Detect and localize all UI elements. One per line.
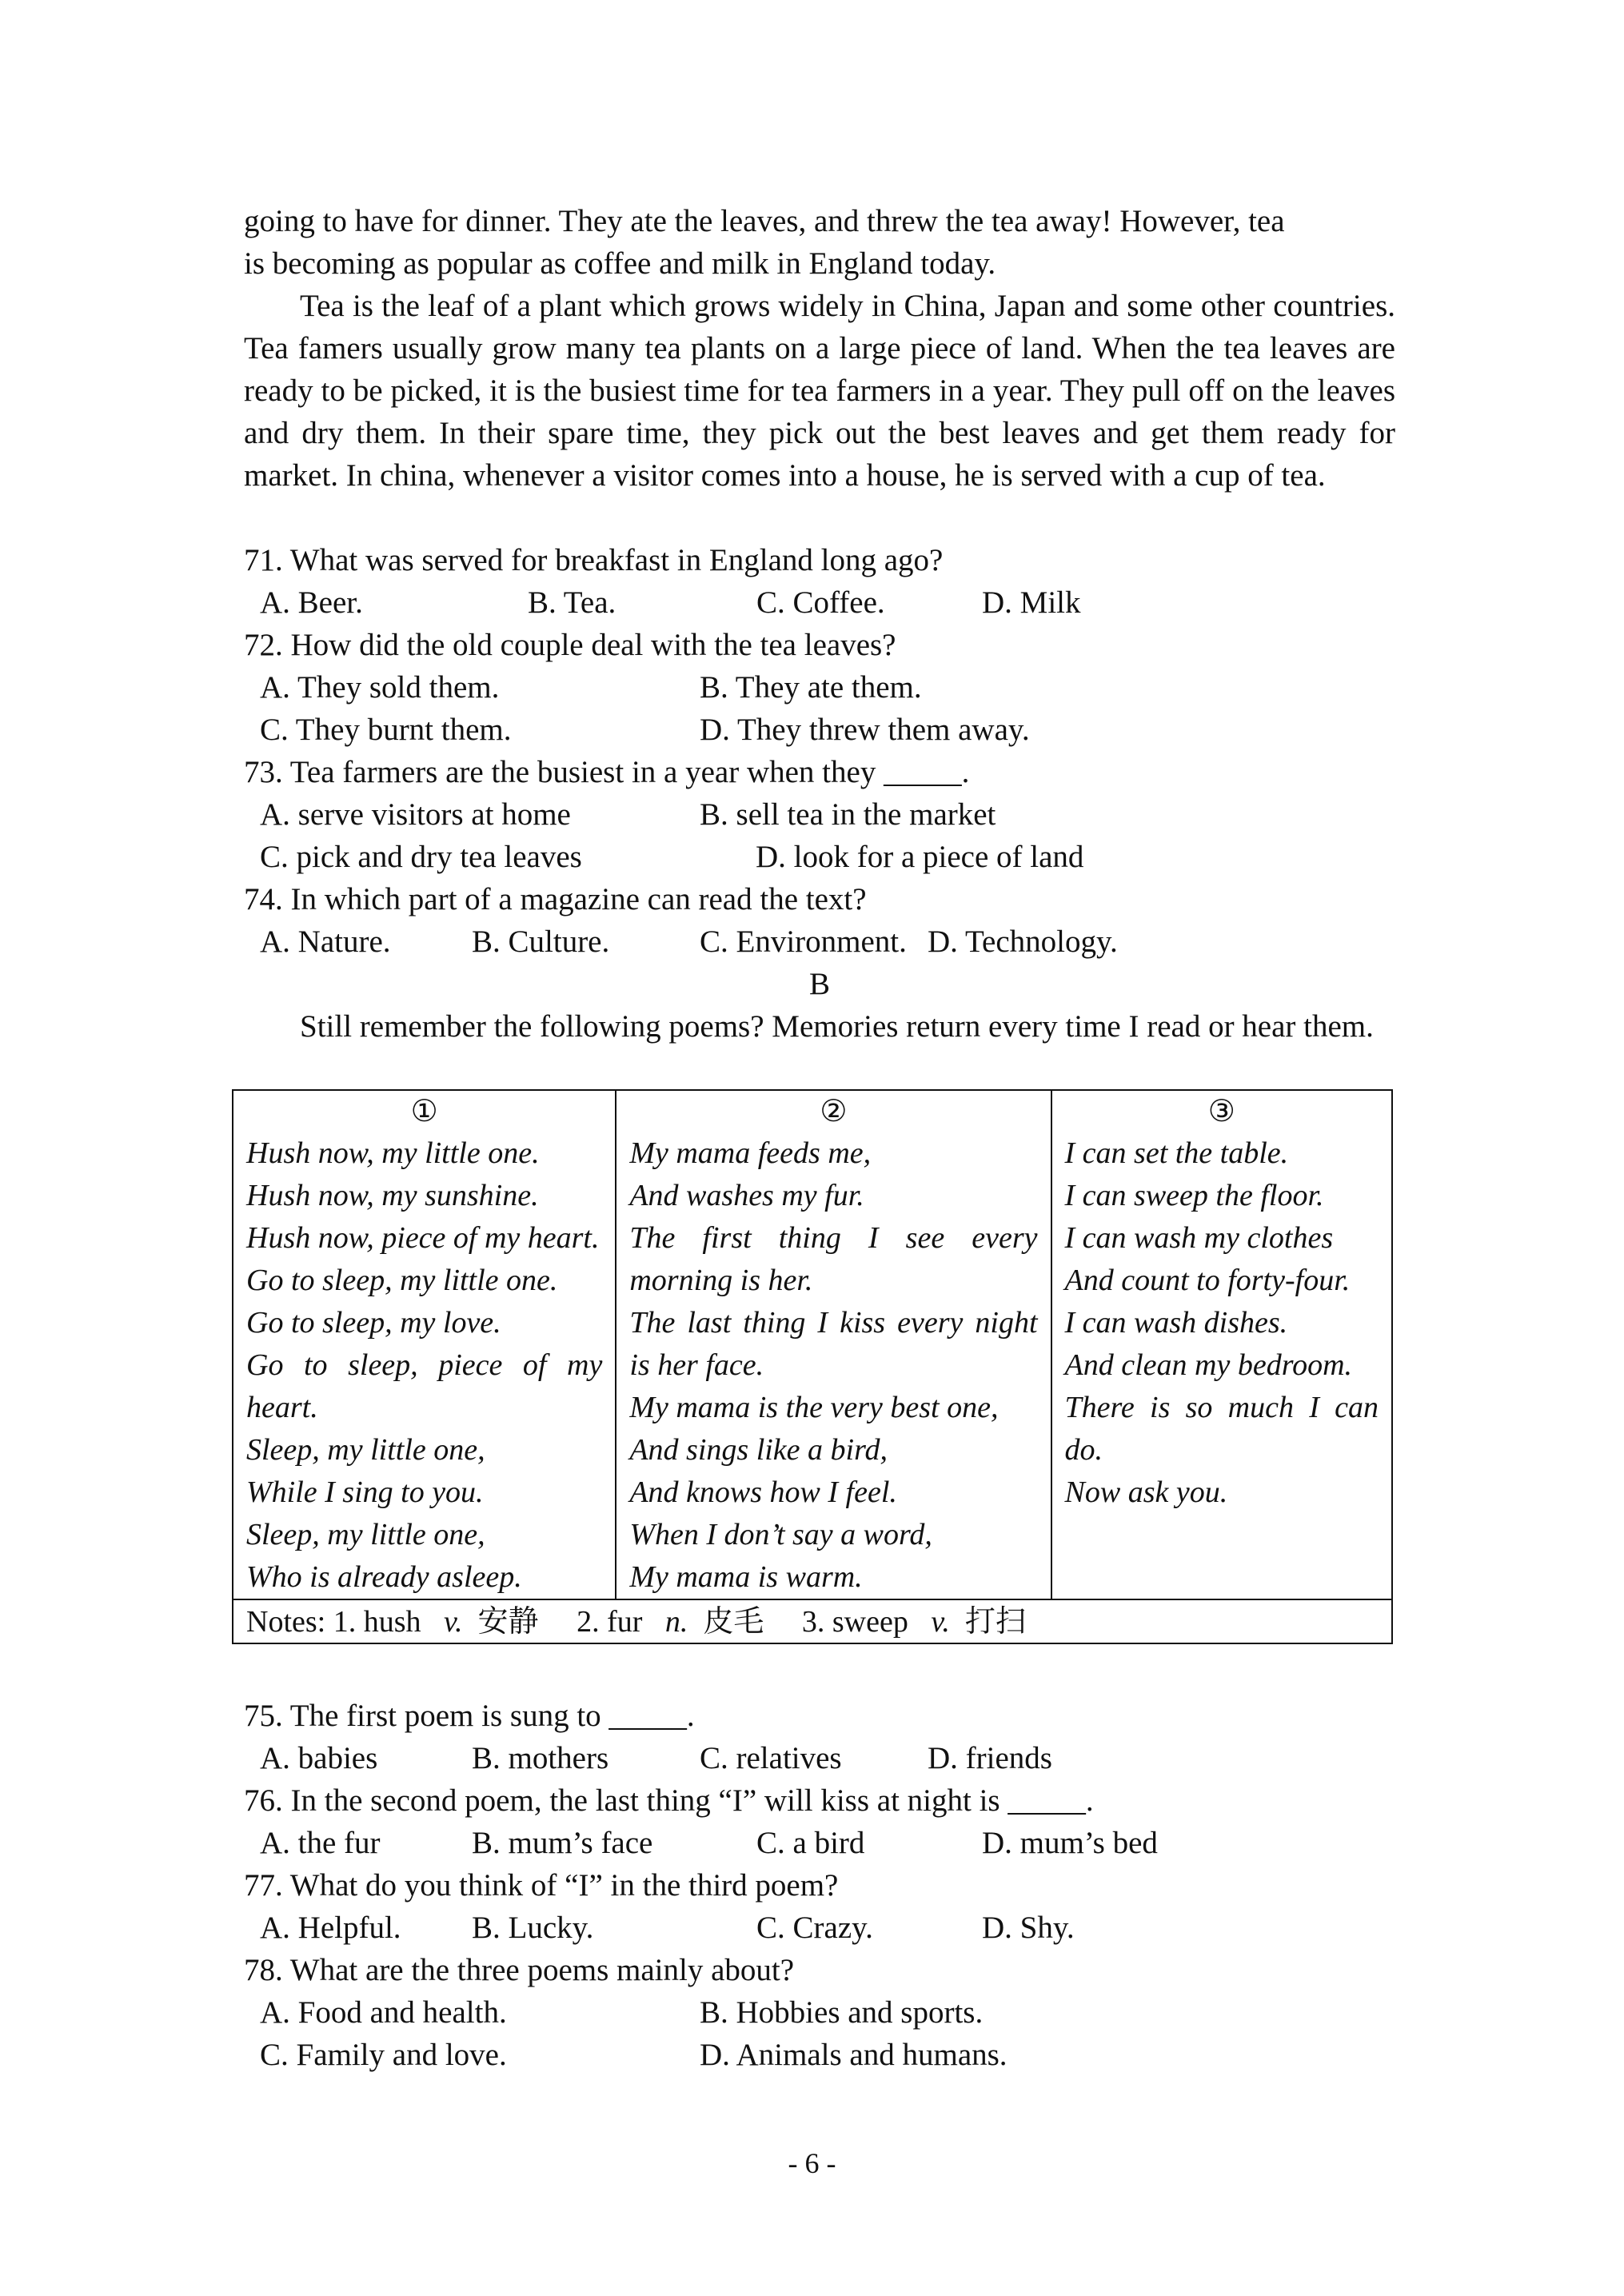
notes-pos-2: n.	[664, 1605, 688, 1639]
notes-row	[233, 1599, 1392, 1643]
question-71: 71. What was served for breakfast in England long ago?	[244, 543, 944, 577]
q75-option-b: B. mothers	[472, 1741, 609, 1775]
notes-meaning-2: 皮毛	[703, 1603, 764, 1639]
q73-option-a: A. serve visitors at home	[260, 797, 571, 832]
passage-a-para1-line2: is becoming as popular as coffee and milk in England today.	[244, 246, 996, 281]
question-78: 78. What are the three poems mainly about?	[244, 1953, 795, 1987]
notes-cell	[233, 1599, 1392, 1643]
question-76: 76. In the second poem, the last thing “I” will kiss at night is _____.	[244, 1783, 1094, 1818]
poem-3-cell	[1051, 1090, 1392, 1599]
poem-3-line: I can wash dishes.	[1064, 1306, 1288, 1340]
q74-option-b: B. Culture.	[472, 924, 610, 959]
poem-2-line: The last thing I kiss every night is her face.	[629, 1306, 1038, 1382]
section-b-intro: Still remember the following poems? Memories return every time I read or hear them.	[300, 1009, 1374, 1044]
q71-option-a: A. Beer.	[260, 585, 363, 620]
poem-2-line: When I don’t say a word,	[629, 1518, 932, 1551]
q78-option-c: C. Family and love.	[260, 2038, 507, 2072]
poem-1-line: Go to sleep, my love.	[246, 1306, 501, 1340]
q76-option-b: B. mum’s face	[472, 1826, 653, 1860]
question-75: 75. The first poem is sung to _____.	[244, 1699, 695, 1733]
notes-pos-3: v.	[931, 1605, 950, 1639]
notes-prefix: Notes: 1. hush	[246, 1605, 421, 1639]
poem-3-line: I can wash my clothes	[1064, 1221, 1334, 1255]
poem-1-line: Sleep, my little one,	[246, 1518, 485, 1551]
q74-option-a: A. Nature.	[260, 924, 391, 959]
q72-option-a: A. They sold them.	[260, 670, 500, 705]
poem-1-line: Hush now, my little one.	[246, 1136, 540, 1170]
poem-3-number: ③	[1207, 1095, 1235, 1128]
section-b-label: B	[808, 967, 830, 1001]
q74-option-c: C. Environment.	[700, 924, 907, 959]
poem-2-cell	[616, 1090, 1051, 1599]
poem-3-line: And clean my bedroom.	[1064, 1348, 1353, 1382]
question-73: 73. Tea farmers are the busiest in a year when they _____.	[244, 755, 970, 789]
notes-pos-1: v.	[444, 1605, 463, 1639]
poem-1-line: Who is already asleep.	[246, 1560, 522, 1594]
poem-1-line: Go to sleep, piece of my heart.	[246, 1348, 603, 1424]
q71-option-b: B. Tea.	[528, 585, 616, 620]
notes-item-2: 2. fur	[577, 1605, 643, 1639]
poem-1-number: ①	[410, 1095, 438, 1128]
poem-2-line: My mama is warm.	[629, 1560, 863, 1594]
q75-option-d: D. friends	[928, 1741, 1052, 1775]
q77-option-c: C. Crazy.	[756, 1911, 873, 1945]
q72-option-c: C. They burnt them.	[260, 713, 512, 747]
q78-option-d: D. Animals and humans.	[700, 2038, 1008, 2072]
passage-a-para2: Tea is the leaf of a plant which grows widely in China, Japan and some other countries. Tea famers usually grow many tea plants on a large piece of land. When the tea leaves are ready to be picked, it is the busiest time for tea farmers in a year. They pull off on the leaves and dry them. In their spare time, they pick out the best leaves and get them ready for market. In china, whenever a visitor comes into a house, he is served with a cup of tea.	[244, 289, 1395, 493]
poems-table	[232, 1089, 1393, 1644]
q78-option-b: B. Hobbies and sports.	[700, 1995, 984, 2030]
page-number: - 6 -	[788, 2147, 836, 2179]
poem-2-number: ②	[820, 1095, 848, 1128]
q74-option-d: D. Technology.	[928, 924, 1118, 959]
poem-2-line: My mama is the very best one,	[629, 1391, 999, 1424]
poem-2-line: And sings like a bird,	[629, 1433, 888, 1467]
poems-row	[233, 1090, 1392, 1599]
poem-3-line: I can set the table.	[1064, 1136, 1289, 1170]
poem-3-line: Now ask you.	[1064, 1475, 1228, 1509]
poem-1-line: Go to sleep, my little one.	[246, 1264, 558, 1297]
passage-a-para1-line1: going to have for dinner. They ate the leaves, and threw the tea away! However, tea	[244, 204, 1285, 238]
q77-option-b: B. Lucky.	[472, 1911, 594, 1945]
poem-2-line: And knows how I feel.	[629, 1475, 897, 1509]
q78-option-a: A. Food and health.	[260, 1995, 507, 2030]
q71-option-c: C. Coffee.	[756, 585, 885, 620]
passage-a-para1	[244, 200, 1395, 285]
question-72: 72. How did the old couple deal with the tea leaves?	[244, 628, 896, 662]
poem-3-line: And count to forty-four.	[1064, 1264, 1351, 1297]
poem-2-line: And washes my fur.	[629, 1179, 864, 1212]
q73-option-c: C. pick and dry tea leaves	[260, 840, 582, 874]
q76-option-d: D. mum’s bed	[982, 1826, 1158, 1860]
q75-option-c: C. relatives	[700, 1741, 842, 1775]
poem-1-cell	[233, 1090, 616, 1599]
q71-option-d: D. Milk	[982, 585, 1081, 620]
q73-option-d: D. look for a piece of land	[756, 840, 1084, 874]
poem-2-line: My mama feeds me,	[629, 1136, 872, 1170]
poem-1-line: Sleep, my little one,	[246, 1433, 485, 1467]
notes-meaning-3: 打扫	[964, 1603, 1026, 1639]
poem-1-line: While I sing to you.	[246, 1475, 484, 1509]
notes-meaning-1: 安静	[477, 1603, 539, 1639]
q77-option-a: A. Helpful.	[260, 1911, 401, 1945]
question-77: 77. What do you think of “I” in the third poem?	[244, 1868, 839, 1903]
q75-option-a: A. babies	[260, 1741, 378, 1775]
poem-1-line: Hush now, piece of my heart.	[246, 1221, 600, 1255]
poem-3-line: There is so much I can do.	[1064, 1391, 1379, 1467]
notes-item-3: 3. sweep	[801, 1605, 908, 1639]
question-74: 74. In which part of a magazine can read the text?	[244, 882, 867, 916]
q72-option-b: B. They ate them.	[700, 670, 922, 705]
q76-option-c: C. a bird	[756, 1826, 865, 1860]
q72-option-d: D. They threw them away.	[700, 713, 1030, 747]
q73-option-b: B. sell tea in the market	[700, 797, 996, 832]
poem-1-line: Hush now, my sunshine.	[246, 1179, 539, 1212]
q76-option-a: A. the fur	[260, 1826, 381, 1860]
poem-2-line: The first thing I see every morning is her.	[629, 1221, 1038, 1297]
q77-option-d: D. Shy.	[982, 1911, 1075, 1945]
poem-3-line: I can sweep the floor.	[1064, 1179, 1324, 1212]
